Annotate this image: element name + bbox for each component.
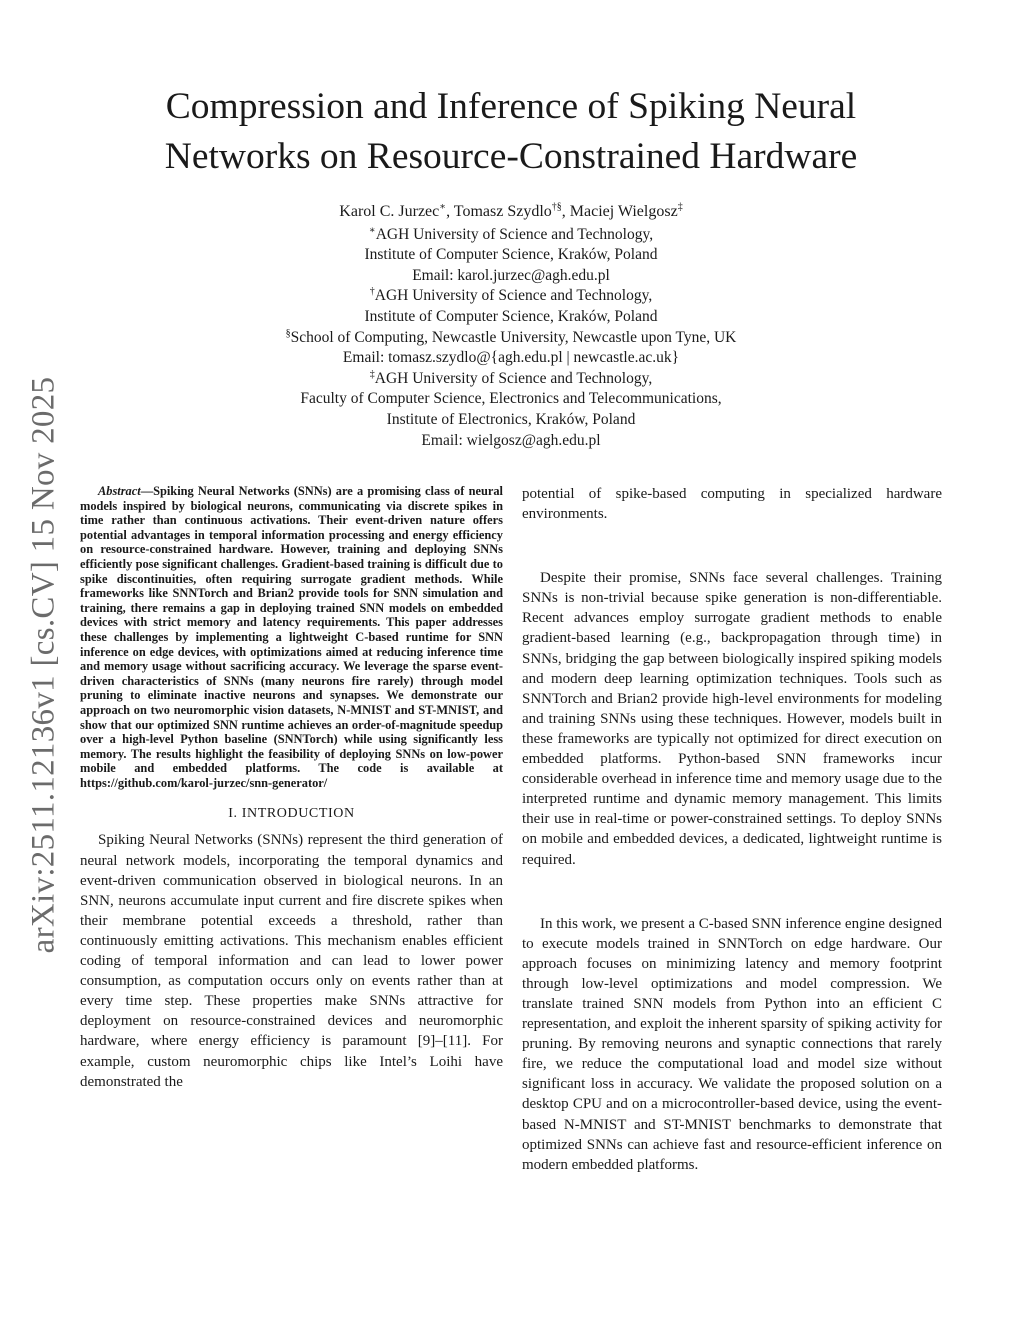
author-marker: †§ bbox=[551, 201, 562, 213]
affiliation-marker: ‡ bbox=[369, 368, 375, 380]
author-name: Tomasz Szydlo bbox=[453, 203, 552, 220]
paragraph-gap bbox=[522, 524, 942, 568]
affiliation-line bbox=[150, 328, 872, 349]
affiliation-marker: § bbox=[285, 327, 291, 339]
author-name: Karol C. Jurzec bbox=[339, 203, 440, 220]
abstract bbox=[80, 484, 503, 790]
title-line-1: Compression and Inference of Spiking Neural bbox=[165, 86, 857, 127]
intro-paragraph-1-continued: potential of spike-based computing in specialized hardware environments. bbox=[522, 486, 942, 523]
intro-paragraph-1: Spiking Neural Networks (SNNs) represent the third generation of neural network models, incorporating the temporal dynamics and event-driven communication observed in biological neurons. In an SNN, neurons accumulate input current and fire discrete spikes when their membrane potential exceeds a threshold, rather than continuously emitting activations. This mechanism enables efficient coding of temporal information and can lead to lower power consumption, as computation occurs only on events rather than at every time step. These properties make SNNs attractive for deployment on resource-constrained devices and neuromorphic hardware, where energy efficiency is paramount [9]–[11]. For example, custom neuromorphic chips like Intel’s Loihi have demonstrated the bbox=[80, 832, 503, 1090]
abstract-label: Abstract bbox=[98, 484, 141, 498]
affiliation-marker: ∗ bbox=[368, 224, 376, 236]
author-block bbox=[150, 202, 872, 451]
affiliation-line bbox=[150, 245, 872, 266]
affiliation-text: AGH University of Science and Technology, bbox=[374, 369, 653, 387]
affiliation-text: AGH University of Science and Technology, bbox=[375, 225, 654, 243]
affiliation-email[interactable] bbox=[150, 431, 872, 452]
email-text[interactable]: Email: tomasz.szydlo@{agh.edu.pl | newcastle.ac.uk} bbox=[342, 349, 680, 367]
intro-paragraph-3: In this work, we present a C-based SNN inference engine designed to execute models trained in SNNTorch on edge hardware. Our approach focuses on minimizing latency and memory footprint through low-level optimizations and model compression. We translate trained SNN models from Python into an efficient C representation, and exploit the inherent sparsity of spiking activity for pruning. By removing neurons and synaptic connections that rarely fire, we reduce the computational load and model size without significant loss in accuracy. We validate the proposed solution on a desktop CPU and on a microcontroller-based device, using the event-based N-MNIST and ST-MNIST benchmarks to demonstrate that optimized SNNs can achieve fast and resource-efficient inference on modern embedded platforms. bbox=[522, 915, 942, 1173]
intro-paragraph-2: Despite their promise, SNNs face several challenges. Training SNNs is non-trivial because spike generation is non-differentiable. Recent advances employ surrogate gradient methods to enable gradient-based learning (e.g., backpropagation through time) in SNNs, bridging the gap between biologically inspired spiking models and modern deep learning optimization techniques. Tools such as SNNTorch and Brian2 provide high-level environments for modeling and training SNNs using these techniques. However, models built in these frameworks are typically not optimized for direct execution on embedded platforms. Python-based SNN frameworks incur considerable overhead in inference time and memory usage due to the interpreted runtime and dynamic memory management. This limits their use in real-time or power-constrained settings. To deploy SNNs on mobile and embedded devices, a dedicated, lightweight runtime is required. bbox=[522, 570, 942, 868]
author-list: Karol C. Jurzec∗, Tomasz Szydlo†§, Maciej Wielgosz‡ bbox=[339, 201, 683, 220]
email-text[interactable]: Email: wielgosz@agh.edu.pl bbox=[421, 431, 601, 449]
author-marker: ∗ bbox=[439, 201, 447, 213]
affiliation-line bbox=[150, 410, 872, 431]
author-name: Maciej Wielgosz bbox=[569, 203, 678, 220]
affiliation-marker: † bbox=[369, 286, 375, 298]
author-marker: ‡ bbox=[677, 201, 683, 213]
right-column bbox=[522, 484, 942, 1175]
left-column bbox=[80, 484, 503, 1092]
affiliation-line bbox=[150, 307, 872, 328]
affiliation-line bbox=[150, 389, 872, 410]
affiliation-line bbox=[150, 286, 872, 307]
affiliation-text: Institute of Electronics, Kraków, Poland bbox=[386, 410, 636, 428]
affiliation-line bbox=[150, 225, 872, 246]
section-heading-introduction: I. INTRODUCTION bbox=[228, 806, 355, 822]
arxiv-identifier[interactable]: arXiv:2511.12136v1 [cs.CV] 15 Nov 2025 bbox=[25, 376, 62, 954]
affiliation-text: AGH University of Science and Technology, bbox=[374, 287, 653, 305]
paper-title bbox=[80, 82, 942, 182]
affiliation-email[interactable] bbox=[150, 266, 872, 287]
affiliation-text: School of Computing, Newcastle University, Newcastle upon Tyne, UK bbox=[290, 328, 737, 346]
affiliation-text: Institute of Computer Science, Kraków, Poland bbox=[364, 307, 658, 325]
paragraph-gap bbox=[522, 870, 942, 914]
affiliation-text: Faculty of Computer Science, Electronics and Telecommunications, bbox=[300, 390, 722, 408]
title-line-2: Networks on Resource-Constrained Hardware bbox=[164, 136, 858, 177]
email-text[interactable]: Email: karol.jurzec@agh.edu.pl bbox=[412, 266, 610, 284]
affiliation-email[interactable] bbox=[150, 348, 872, 369]
affiliation-text: Institute of Computer Science, Kraków, Poland bbox=[364, 246, 658, 264]
abstract-body: —Spiking Neural Networks (SNNs) are a promising class of neural models inspired by biological neurons, communicating via discrete spikes in time rather than continuous activations. Their event-driven nature offers potential advantages in temporal information processing and energy efficiency on resource-constrained hardware. However, training and deploying SNNs efficiently pose significant challenges. Gradient-based training is difficult due to spike discontinuities, often requiring surrogate gradient methods. While frameworks like SNNTorch and Brian2 provide tools for SNN simulation and training, there remains a gap in deploying trained SNN models on embedded devices with strict memory and latency requirements. This paper addresses these challenges by implementing a lightweight C-based runtime for SNN inference on edge devices, with optimizations aimed at reducing inference time and memory usage without sacrificing accuracy. We leverage the sparse event-driven characteristics of SNNs (many neurons fire rarely) through model pruning to eliminate inactive neurons and synapses. We demonstrate our approach on two neuromorphic vision datasets, N-MNIST and ST-MNIST, and show that our optimized SNN runtime achieves an order-of-magnitude speedup over a high-level Python baseline (SNNTorch) while using significantly less memory. The results highlight the feasibility of deploying SNNs on low-power mobile and embedded platforms. The code is available at https://github.com/karol-jurzec/snn-generator/ bbox=[80, 484, 503, 790]
affiliation-line bbox=[150, 369, 872, 390]
